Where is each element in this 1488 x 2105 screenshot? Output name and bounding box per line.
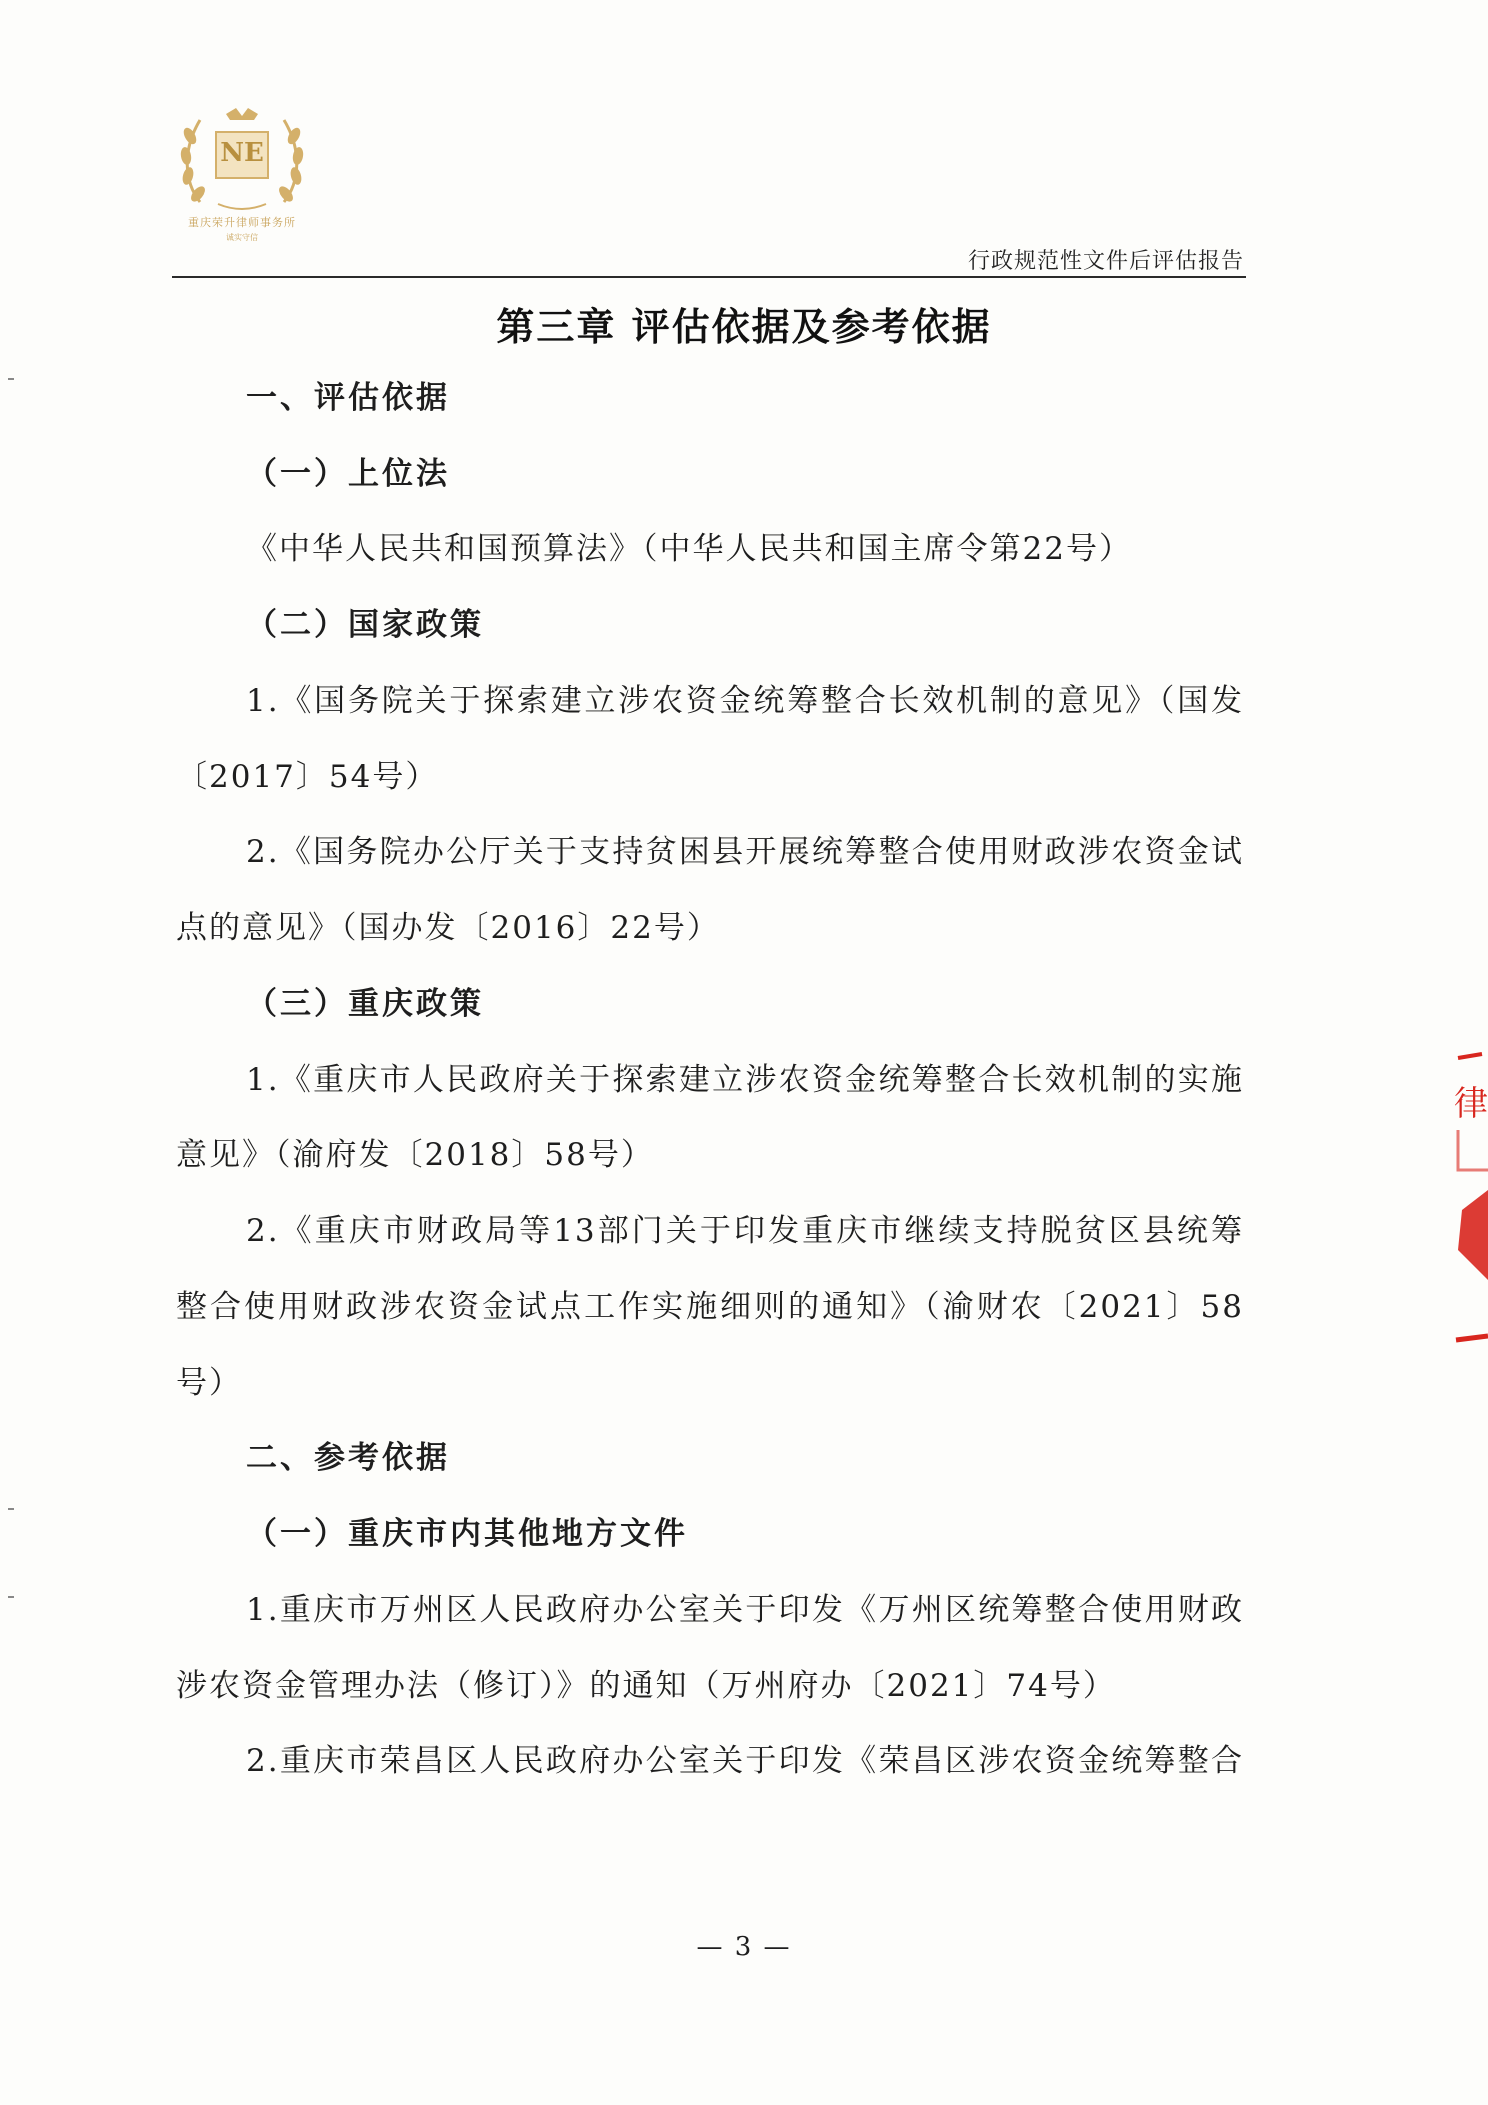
- logo-monogram: NE: [220, 138, 264, 168]
- body-text-line: 1.《国务院关于探索建立涉农资金统筹整合长效机制的意见》（国发: [246, 683, 1244, 719]
- body-text-line: 涉农资金管理办法（修订）》的通知（万州府办〔2021〕74号）: [176, 1668, 1116, 1704]
- law-firm-motto: 诚实守信: [226, 233, 258, 242]
- subsection-heading: （一）重庆市内其他地方文件: [246, 1516, 688, 1552]
- law-firm-name: 重庆荣升律师事务所: [188, 216, 296, 229]
- page-number: — 3 —: [696, 1932, 792, 1962]
- body-text-line: 1.《重庆市人民政府关于探索建立涉农资金统筹整合长效机制的实施: [246, 1062, 1244, 1098]
- scan-mark: [8, 378, 14, 380]
- body-text-line: 号）: [176, 1365, 242, 1401]
- header-title: 行政规范性文件后评估报告: [967, 249, 1244, 274]
- header-divider: [172, 276, 1246, 278]
- scan-mark: [8, 1508, 14, 1510]
- subsection-heading: （三）重庆政策: [246, 986, 484, 1022]
- chapter-title: 第三章 评估依据及参考依据: [496, 305, 992, 349]
- body-text-line: 整合使用财政涉农资金试点工作实施细则的通知》（渝财农〔2021〕58: [176, 1289, 1244, 1325]
- scan-mark: [8, 1596, 14, 1598]
- body-text-line: 2.重庆市荣昌区人民政府办公室关于印发《荣昌区涉农资金统筹整合: [246, 1743, 1244, 1779]
- section-heading: 二、参考依据: [246, 1440, 450, 1476]
- subsection-heading: （一）上位法: [246, 456, 450, 492]
- body-text-line: 2.《重庆市财政局等13部门关于印发重庆市继续支持脱贫区县统筹: [246, 1213, 1244, 1249]
- section-heading: 一、评估依据: [246, 380, 450, 416]
- subsection-heading: （二）国家政策: [246, 607, 484, 643]
- body-text-line: 〔2017〕54号）: [176, 759, 439, 795]
- body-text-line: 点的意见》（国办发〔2016〕22号）: [176, 910, 720, 946]
- body-text-line: 1.重庆市万州区人民政府办公室关于印发《万州区统筹整合使用财政: [246, 1592, 1244, 1628]
- body-text-line: 2.《国务院办公厅关于支持贫困县开展统筹整合使用财政涉农资金试: [246, 834, 1244, 870]
- body-text-line: 意见》（渝府发〔2018〕58号）: [176, 1137, 654, 1173]
- law-firm-logo: [178, 106, 306, 246]
- seal-character: 律: [1454, 1084, 1488, 1124]
- law-firm-seal-stamp: [1448, 1050, 1488, 1350]
- body-text-line: 《中华人民共和国预算法》（中华人民共和国主席令第22号）: [246, 531, 1132, 567]
